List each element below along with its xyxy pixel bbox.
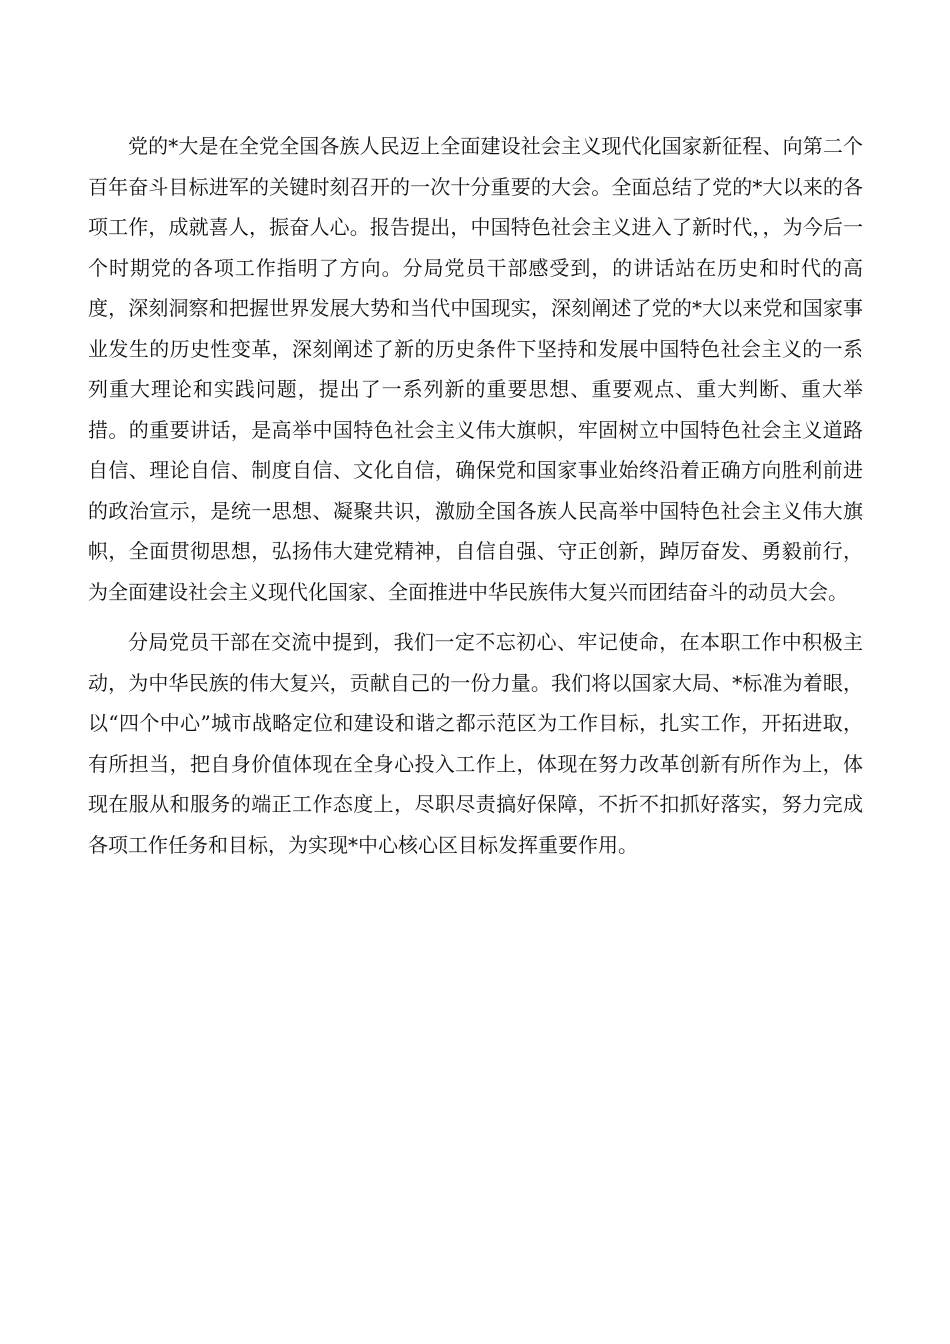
body-paragraph-1: 党的*大是在全党全国各族人民迈上全面建设社会主义现代化国家新征程、向第二个百年奋斗目标进军的关键时刻召开的一次十分重要的大会。全面总结了党的*大以来的各项工作，成就喜人，振奋人心。报告提出，中国特色社会主义进入了新时代，，为今后一个时期党的各项工作指明了方向。分局党员干部感受到，的讲话站在历史和时代的高度，深刻洞察和把握世界发展大势和当代中国现实，深刻阐述了党的*大以来党和国家事业发生的历史性变革，深刻阐述了新的历史条件下坚持和发展中国特色社会主义的一系列重大理论和实践问题，提出了一系列新的重要思想、重要观点、重大判断、重大举措。的重要讲话，是高举中国特色社会主义伟大旗帜，牢固树立中国特色社会主义道路自信、理论自信、制度自信、文化自信，确保党和国家事业始终沿着正确方向胜利前进的政治宣示，是统一思想、凝聚共识，激励全国各族人民高举中国特色社会主义伟大旗帜，全面贯彻思想，弘扬伟大建党精神，自信自强、守正创新，踔厉奋发、勇毅前行，为全面建设社会主义现代化国家、全面推进中华民族伟大复兴而团结奋斗的动员大会。	[88, 134, 863, 604]
body-paragraph-2: 分局党员干部在交流中提到，我们一定不忘初心、牢记使命，在本职工作中积极主动，为中华民族的伟大复兴，贡献自己的一份力量。我们将以国家大局、*标准为着眼，以“四个中心”城市战略定位和建设和谐之都示范区为工作目标，扎实工作，开拓进取，有所担当，把自身价值体现在全身心投入工作上，体现在努力改革创新有所作为上，体现在服从和服务的端正工作态度上，尽职尽责搞好保障，不折不扣抓好落实，努力完成各项工作任务和目标，为实现*中心核心区目标发挥重要作用。	[88, 630, 863, 857]
document-page	[88, 126, 863, 865]
